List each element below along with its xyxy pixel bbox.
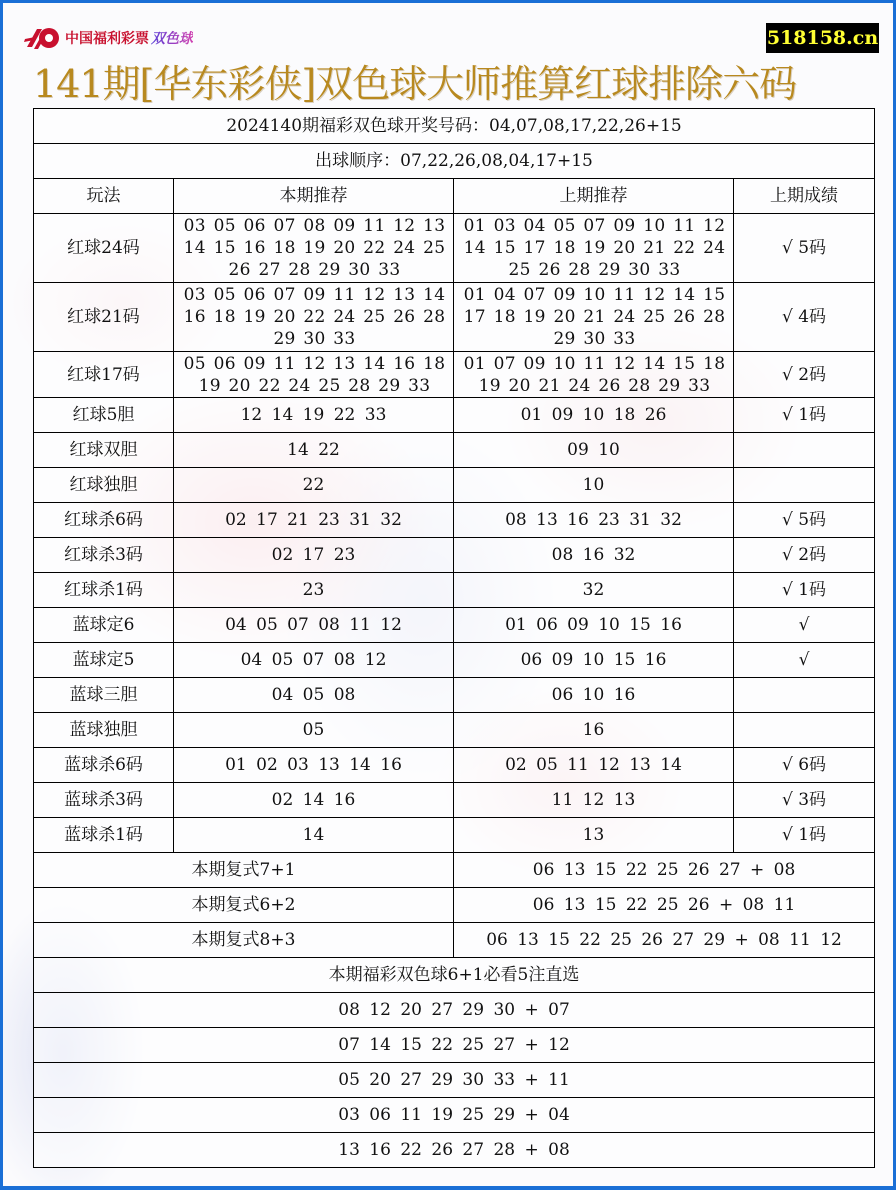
- current-numbers: 02 17 21 23 31 32: [174, 503, 454, 538]
- row-label: 红球21码: [34, 283, 174, 352]
- compound-row: [34, 888, 875, 923]
- row-label: 蓝球独胆: [34, 713, 174, 748]
- compound-numbers: 06 13 15 22 25 26 27 29 + 08 11 12: [454, 923, 875, 958]
- current-numbers: 23: [174, 573, 454, 608]
- header-previous: 上期推荐: [454, 179, 734, 214]
- table-row: [34, 713, 875, 748]
- current-numbers: 04 05 07 08 12: [174, 643, 454, 678]
- previous-result: √ 5码: [734, 214, 875, 283]
- previous-numbers: 16: [454, 713, 734, 748]
- table-row: [34, 503, 875, 538]
- prediction-table: [33, 108, 875, 1168]
- table-row: [34, 352, 875, 398]
- current-numbers: [174, 352, 454, 398]
- compound-numbers: 06 13 15 22 25 26 27 + 08: [454, 853, 875, 888]
- row-label: 蓝球定5: [34, 643, 174, 678]
- pick-row: [34, 1063, 875, 1098]
- previous-numbers: 13: [454, 818, 734, 853]
- number-line: 19 20 22 24 25 28 29 33: [198, 375, 431, 396]
- previous-numbers: 06 10 16: [454, 678, 734, 713]
- pick-row: [34, 1098, 875, 1133]
- picks-title-row: [34, 958, 875, 993]
- previous-result: √ 2码: [734, 538, 875, 573]
- previous-numbers: [454, 214, 734, 283]
- pick-row: [34, 1028, 875, 1063]
- row-label: 蓝球杀3码: [34, 783, 174, 818]
- current-numbers: 04 05 08: [174, 678, 454, 713]
- row-label: 红球双胆: [34, 433, 174, 468]
- current-numbers: [174, 283, 454, 352]
- table-row: [34, 214, 875, 283]
- number-line: 17 18 19 20 21 24 25 26 28: [463, 307, 726, 327]
- header-play-type: 玩法: [34, 179, 174, 214]
- previous-numbers: [454, 283, 734, 352]
- number-line: 03 05 06 07 08 09 11 12 13: [183, 216, 446, 236]
- number-line: 14 15 17 18 19 20 21 22 24: [463, 238, 726, 258]
- table-row: [34, 748, 875, 783]
- table-row: [34, 608, 875, 643]
- previous-numbers: 01 09 10 18 26: [454, 398, 734, 433]
- previous-result: [734, 433, 875, 468]
- compound-numbers: 06 13 15 22 25 26 + 08 11: [454, 888, 875, 923]
- table-row: [34, 433, 875, 468]
- previous-numbers: 01 06 09 10 15 16: [454, 608, 734, 643]
- previous-result: [734, 678, 875, 713]
- current-numbers: 01 02 03 13 14 16: [174, 748, 454, 783]
- current-numbers: 04 05 07 08 11 12: [174, 608, 454, 643]
- winning-numbers-row: [34, 109, 875, 144]
- number-line: 16 18 19 20 22 24 25 26 28: [183, 307, 446, 327]
- row-label: 红球5胆: [34, 398, 174, 433]
- previous-result: √ 5码: [734, 503, 875, 538]
- picks-title: 本期福彩双色球6+1必看5注直选: [34, 958, 875, 993]
- previous-result: √ 1码: [734, 818, 875, 853]
- previous-result: [734, 468, 875, 503]
- previous-numbers: 08 16 32: [454, 538, 734, 573]
- number-line: 29 30 33: [273, 329, 356, 349]
- draw-order: 出球顺序：07,22,26,08,04,17+15: [34, 144, 875, 179]
- number-line: 19 20 21 24 26 28 29 33: [478, 375, 711, 396]
- table-row: [34, 538, 875, 573]
- header-result: 上期成绩: [734, 179, 875, 214]
- winning-numbers: 2024140期福彩双色球开奖号码：04,07,08,17,22,26+15: [34, 109, 875, 144]
- previous-numbers: [454, 352, 734, 398]
- previous-result: √: [734, 643, 875, 678]
- pick-numbers: 13 16 22 26 27 28 + 08: [34, 1133, 875, 1168]
- previous-result: √ 1码: [734, 573, 875, 608]
- lottery-logo: [23, 25, 193, 51]
- logo-subtitle: 双色球: [151, 28, 193, 48]
- row-label: 红球17码: [34, 352, 174, 398]
- welfare-lottery-logo-icon: [23, 25, 61, 51]
- number-line: 05 06 09 11 12 13 14 16 18: [183, 353, 446, 374]
- table-row: [34, 283, 875, 352]
- previous-result: √: [734, 608, 875, 643]
- row-label: 蓝球杀1码: [34, 818, 174, 853]
- number-line: 03 05 06 07 09 11 12 13 14: [183, 285, 446, 305]
- row-label: 红球独胆: [34, 468, 174, 503]
- previous-numbers: 06 09 10 15 16: [454, 643, 734, 678]
- pick-numbers: 08 12 20 27 29 30 + 07: [34, 993, 875, 1028]
- previous-result: √ 6码: [734, 748, 875, 783]
- compound-label: 本期复式8+3: [34, 923, 454, 958]
- current-numbers: 22: [174, 468, 454, 503]
- current-numbers: 12 14 19 22 33: [174, 398, 454, 433]
- logo-text: 中国福利彩票: [65, 31, 149, 47]
- current-numbers: 14 22: [174, 433, 454, 468]
- pick-row: [34, 993, 875, 1028]
- table-row: [34, 468, 875, 503]
- draw-order-row: [34, 144, 875, 179]
- table-row: [34, 783, 875, 818]
- table-row: [34, 643, 875, 678]
- row-label: 蓝球杀6码: [34, 748, 174, 783]
- table-row: [34, 573, 875, 608]
- previous-result: √ 1码: [734, 398, 875, 433]
- pick-numbers: 05 20 27 29 30 33 + 11: [34, 1063, 875, 1098]
- compound-label: 本期复式6+2: [34, 888, 454, 923]
- row-label: 红球杀3码: [34, 538, 174, 573]
- number-line: 14 15 16 18 19 20 22 24 25: [183, 238, 446, 258]
- row-label: 红球杀6码: [34, 503, 174, 538]
- pick-row: [34, 1133, 875, 1168]
- number-line: 26 27 28 29 30 33: [228, 260, 401, 280]
- header-current: 本期推荐: [174, 179, 454, 214]
- previous-result: [734, 713, 875, 748]
- number-line: 01 07 09 10 11 12 14 15 18: [463, 353, 726, 374]
- previous-result: √ 4码: [734, 283, 875, 352]
- current-numbers: 02 17 23: [174, 538, 454, 573]
- current-numbers: 14: [174, 818, 454, 853]
- row-label: 红球24码: [34, 214, 174, 283]
- compound-label: 本期复式7+1: [34, 853, 454, 888]
- table-row: [34, 678, 875, 713]
- previous-numbers: 02 05 11 12 13 14: [454, 748, 734, 783]
- previous-numbers: 11 12 13: [454, 783, 734, 818]
- page-title: 141期[华东彩侠]双色球大师推算红球排除六码: [33, 62, 797, 106]
- previous-numbers: 09 10: [454, 433, 734, 468]
- site-badge[interactable]: 518158.cn: [766, 23, 879, 53]
- current-numbers: 05: [174, 713, 454, 748]
- compound-row: [34, 853, 875, 888]
- pick-numbers: 03 06 11 19 25 29 + 04: [34, 1098, 875, 1133]
- number-line: 01 04 07 09 10 11 12 14 15: [463, 285, 726, 305]
- previous-result: √ 3码: [734, 783, 875, 818]
- row-label: 红球杀1码: [34, 573, 174, 608]
- previous-numbers: 10: [454, 468, 734, 503]
- current-numbers: [174, 214, 454, 283]
- pick-numbers: 07 14 15 22 25 27 + 12: [34, 1028, 875, 1063]
- previous-numbers: 08 13 16 23 31 32: [454, 503, 734, 538]
- previous-numbers: 32: [454, 573, 734, 608]
- table-row: [34, 398, 875, 433]
- row-label: 蓝球三胆: [34, 678, 174, 713]
- table-row: [34, 818, 875, 853]
- number-line: 01 03 04 05 07 09 10 11 12: [463, 216, 726, 236]
- current-numbers: 02 14 16: [174, 783, 454, 818]
- row-label: 蓝球定6: [34, 608, 174, 643]
- table-header-row: [34, 179, 875, 214]
- number-line: 25 26 28 29 30 33: [508, 260, 681, 280]
- previous-result: √ 2码: [734, 352, 875, 398]
- number-line: 29 30 33: [553, 329, 636, 349]
- compound-row: [34, 923, 875, 958]
